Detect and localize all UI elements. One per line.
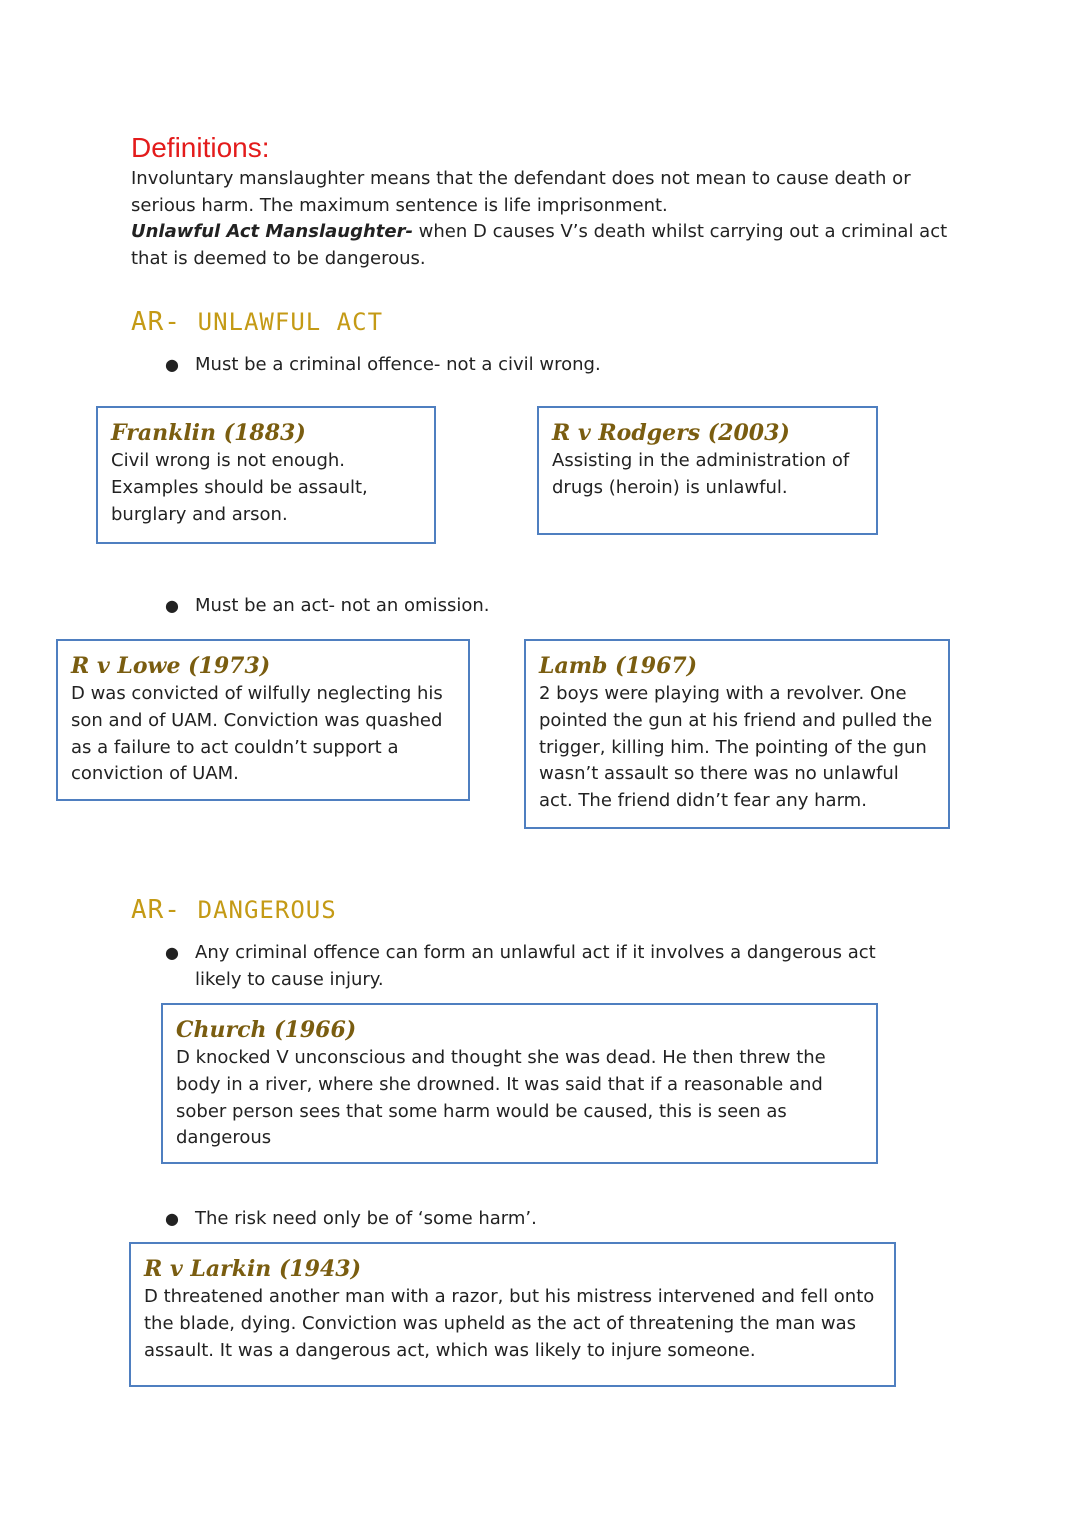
case-title-franklin: Franklin (1883) bbox=[111, 420, 306, 446]
case-box-church bbox=[161, 1003, 878, 1164]
section-heading-dangerous bbox=[131, 893, 337, 927]
definition-term-uam: Unlawful Act Manslaughter- bbox=[131, 221, 413, 242]
bullet-dangerous-act bbox=[165, 940, 925, 993]
section-heading-title: UNLAWFUL ACT bbox=[197, 308, 384, 336]
bullet-some-harm bbox=[165, 1206, 965, 1233]
case-title-lamb: Lamb (1967) bbox=[539, 653, 698, 679]
case-text-lowe: D was convicted of wilfully neglecting his son and of UAM. Conviction was quashed as a failure to act couldn’t support a conviction of UAM. bbox=[71, 683, 443, 785]
section-heading-prefix: AR- bbox=[131, 895, 198, 925]
case-box-lamb bbox=[524, 639, 950, 829]
case-box-larkin bbox=[129, 1242, 896, 1387]
case-title-church: Church (1966) bbox=[176, 1017, 357, 1043]
bullet-text: The risk need only be of ‘some harm’. bbox=[195, 1208, 537, 1229]
bullet-dot: ● bbox=[165, 596, 179, 615]
bullet-act-not-omission bbox=[165, 593, 965, 620]
case-title-rodgers: R v Rodgers (2003) bbox=[552, 420, 790, 446]
case-box-lowe bbox=[56, 639, 470, 801]
case-box-rodgers bbox=[537, 406, 878, 535]
case-text-larkin: D threatened another man with a razor, but his mistress intervened and fell onto the blade, dying. Conviction was upheld as the act of threatening the man was assault. It was a dangerous act, which was likely to injure someone. bbox=[144, 1286, 875, 1361]
section-heading-prefix: AR- bbox=[131, 307, 198, 337]
bullet-dot: ● bbox=[165, 355, 179, 374]
definition-uam-text: when D causes V’s death whilst carrying out a criminal act that is deemed to be dangerous. bbox=[131, 221, 948, 269]
case-title-larkin: R v Larkin (1943) bbox=[144, 1256, 362, 1282]
section-heading-title: DANGEROUS bbox=[197, 896, 337, 924]
bullet-criminal-offence bbox=[165, 352, 965, 379]
case-box-franklin bbox=[96, 406, 436, 544]
section-heading-unlawful-act bbox=[131, 305, 383, 339]
bullet-text: Must be a criminal offence- not a civil wrong. bbox=[195, 354, 601, 375]
bullet-text: Any criminal offence can form an unlawful act if it involves a dangerous act likely to cause injury. bbox=[195, 942, 876, 990]
case-text-franklin: Civil wrong is not enough. Examples should be assault, burglary and arson. bbox=[111, 450, 368, 525]
definitions-body bbox=[131, 166, 961, 272]
case-text-church: D knocked V unconscious and thought she was dead. He then threw the body in a river, where she drowned. It was said that if a reasonable and sober person sees that some harm would be caused, this is seen as dangerous bbox=[176, 1047, 826, 1149]
case-text-rodgers: Assisting in the administration of drugs (heroin) is unlawful. bbox=[552, 450, 850, 498]
case-text-lamb: 2 boys were playing with a revolver. One pointed the gun at his friend and pulled the trigger, killing him. The pointing of the gun wasn’t assault so there was no unlawful act. The friend didn’t fear any harm. bbox=[539, 683, 933, 812]
definition-involuntary: Involuntary manslaughter means that the defendant does not mean to cause death or serious harm. The maximum sentence is life imprisonment. bbox=[131, 168, 911, 216]
definitions-heading: Definitions: bbox=[131, 132, 270, 163]
bullet-text: Must be an act- not an omission. bbox=[195, 595, 490, 616]
bullet-dot: ● bbox=[165, 943, 179, 962]
case-title-lowe: R v Lowe (1973) bbox=[71, 653, 271, 679]
bullet-dot: ● bbox=[165, 1209, 179, 1228]
